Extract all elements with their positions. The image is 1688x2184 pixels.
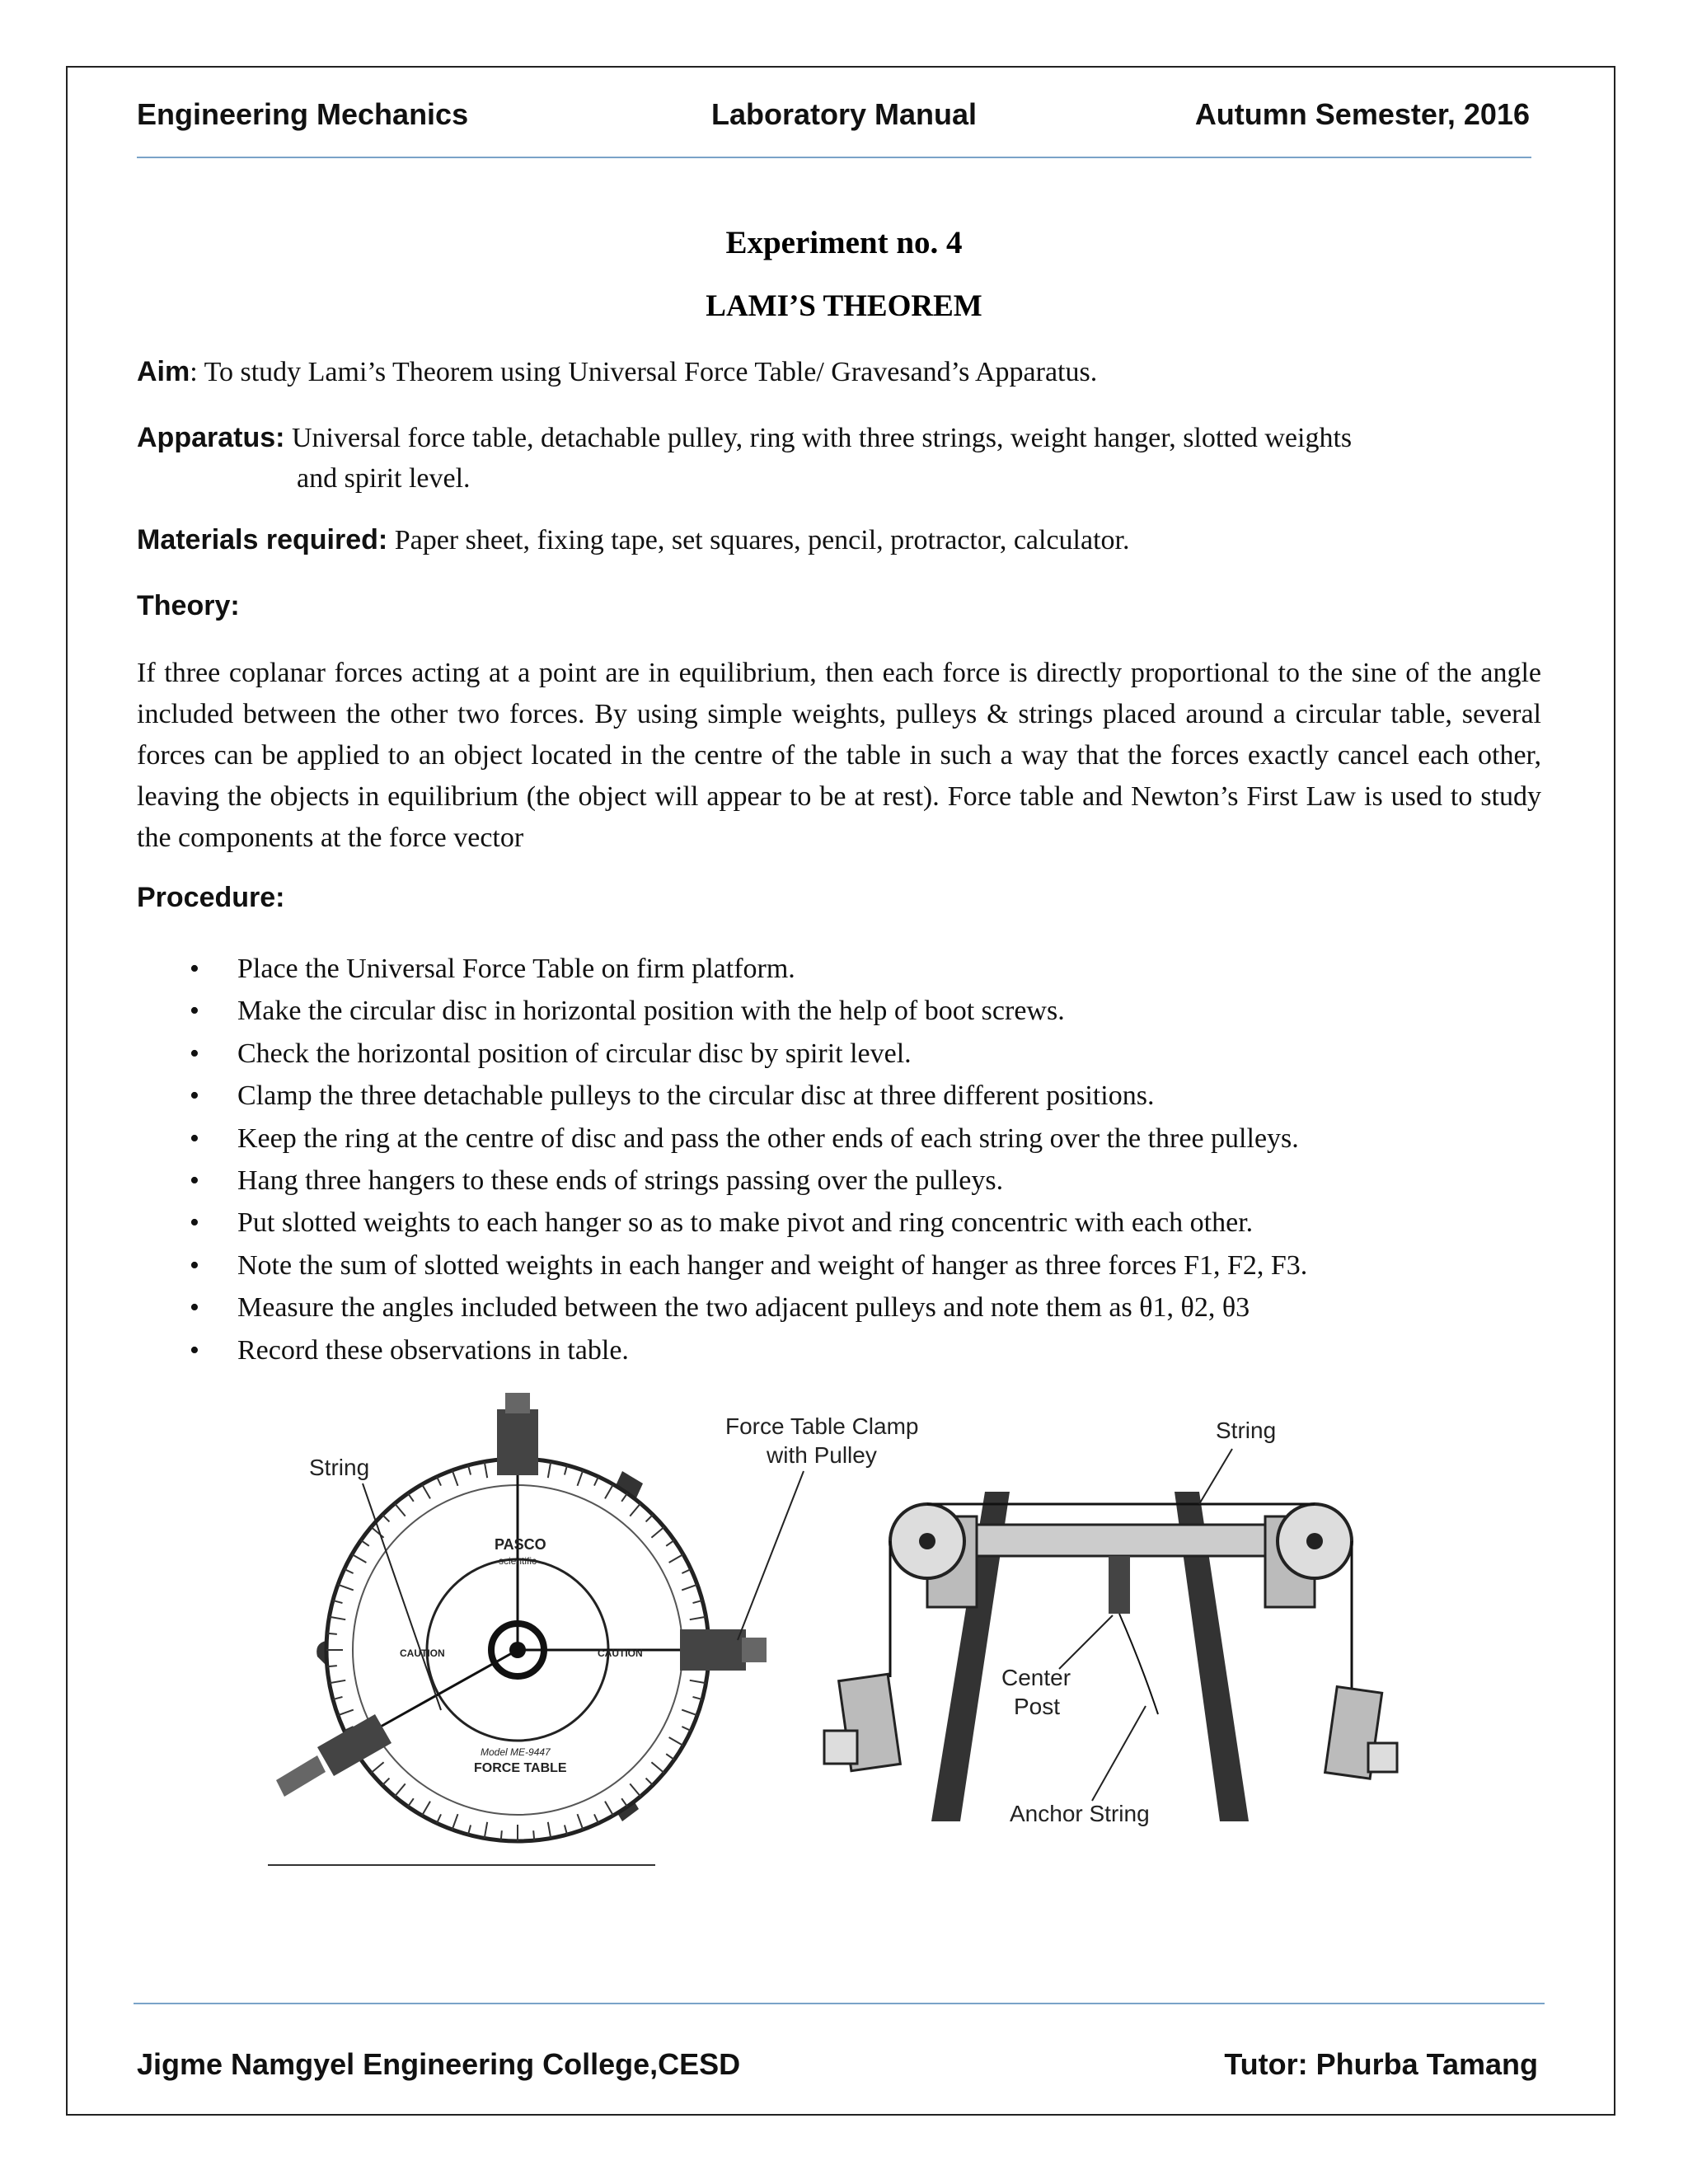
procedure-heading: Procedure: — [137, 882, 285, 913]
label-anchor-string: Anchor String — [1010, 1801, 1150, 1826]
side-center-post — [1109, 1556, 1130, 1614]
procedure-step-text: Keep the ring at the centre of disc and pass the other ends of each string over the three pulleys. — [237, 1122, 1299, 1154]
header-course: Engineering Mechanics — [137, 97, 469, 131]
procedure-step-text: Note the sum of slotted weights in each hanger and weight of hanger as three forces F1, F2, F3. — [237, 1249, 1308, 1281]
procedure-step — [190, 990, 1307, 1032]
force-table-top-view — [276, 1393, 767, 1841]
procedure-step — [190, 1286, 1307, 1329]
brand-pasco: PASCO — [495, 1536, 546, 1553]
materials-text: Paper sheet, fixing tape, set squares, pencil, protractor, calculator. — [394, 525, 1130, 555]
apparatus-text-line1: Universal force table, detachable pulley, ring with three strings, weight hanger, slotted weights — [291, 423, 1353, 453]
theory-paragraph: If three coplanar forces acting at a point are in equilibrium, then each force is directly proportional to the sine of the angle included between the other two forces. By using simple weights, pulleys & strings placed around a circular table, several forces can be applied to an object located in the centre of the table in such a way that the forces exactly cancel each other, leaving the objects in equilibrium (the object will appear to be at rest). Force table and Newton’s First Law is used to study the components at the force vector — [137, 658, 1541, 853]
materials-row — [137, 524, 1129, 556]
label-center-line2: Post — [1014, 1694, 1061, 1719]
procedure-step-text: Place the Universal Force Table on firm platform. — [237, 954, 795, 984]
procedure-step — [190, 1160, 1307, 1202]
degree-tick — [501, 1830, 502, 1840]
procedure-step-text: Clamp the three detachable pulleys to the circular disc at three different positions. — [237, 1080, 1155, 1112]
header-manual: Laboratory Manual — [711, 97, 978, 131]
theorem-title: LAMI’S THEOREM — [706, 289, 982, 323]
bullet-icon: • — [190, 1334, 199, 1366]
brand-scientific: scientific — [499, 1555, 537, 1567]
procedure-step-text: Put slotted weights to each hanger so as to make pivot and ring concentric with each other. — [237, 1207, 1254, 1239]
label-center-line1: Center — [1001, 1665, 1071, 1690]
force-table-side-view — [725, 1413, 1397, 1826]
procedure-step-text: Check the horizontal position of circular disc by spirit level. — [237, 1038, 912, 1069]
bullet-icon: • — [190, 1292, 199, 1324]
label-string-right: String — [1216, 1418, 1277, 1443]
procedure-step — [190, 1033, 1307, 1075]
theory-heading: Theory: — [137, 590, 240, 621]
footer-rule — [134, 2003, 1545, 2004]
caution-left: CAUTION — [400, 1647, 445, 1659]
header-rule — [137, 157, 1531, 158]
bullet-icon: • — [190, 954, 199, 984]
procedure-step-text: Record these observations in table. — [237, 1334, 629, 1366]
experiment-title: Experiment no. 4 — [725, 225, 963, 260]
procedure-step — [190, 1329, 1307, 1371]
pulley-clamp-top — [497, 1393, 538, 1475]
leader-anchor — [1092, 1706, 1146, 1801]
bullet-icon: • — [190, 1038, 199, 1069]
side-hanger-left — [824, 1674, 900, 1770]
bullet-icon: • — [190, 996, 199, 1027]
force-table-figure — [268, 1393, 1479, 1867]
bullet-icon: • — [190, 1080, 199, 1112]
procedure-step — [190, 1202, 1307, 1244]
procedure-step-text: Measure the angles included between the two adjacent pulleys and note them as θ1, θ2, θ3 — [237, 1292, 1250, 1324]
leader-string-right — [1199, 1449, 1232, 1504]
bullet-icon: • — [190, 1249, 199, 1281]
procedure-step — [190, 1118, 1307, 1160]
leader-center — [1059, 1615, 1113, 1669]
force-table-name: FORCE TABLE — [474, 1761, 567, 1775]
header-semester: Autumn Semester, 2016 — [1194, 97, 1530, 131]
label-string-left: String — [309, 1455, 370, 1480]
procedure-step — [190, 948, 1307, 990]
footer-college: Jigme Namgyel Engineering College,CESD — [137, 2047, 741, 2081]
aim-label: Aim — [137, 356, 190, 387]
degree-tick — [327, 1633, 337, 1634]
procedure-step — [190, 1244, 1307, 1286]
bullet-icon: • — [190, 1165, 199, 1197]
bullet-icon: • — [190, 1122, 199, 1154]
procedure-step-text: Make the circular disc in horizontal position with the help of boot screws. — [237, 996, 1065, 1027]
label-clamp-line1: Force Table Clamp — [725, 1413, 919, 1439]
pulley-clamp-right — [680, 1629, 767, 1671]
procedure-step — [190, 1075, 1307, 1117]
side-anchor-string — [1119, 1614, 1158, 1714]
materials-label: Materials required: — [137, 524, 388, 555]
footer-tutor: Tutor: Phurba Tamang — [1224, 2047, 1538, 2081]
side-table-top — [927, 1525, 1315, 1556]
label-clamp-line2: with Pulley — [767, 1442, 877, 1468]
aim-text: : To study Lami’s Theorem using Universal Force Table/ Gravesand’s Apparatus. — [190, 357, 1098, 387]
apparatus-text-line2: and spirit level. — [297, 463, 471, 494]
apparatus-label: Apparatus: — [137, 422, 285, 453]
aim-row — [137, 356, 1097, 388]
degree-tick — [533, 1830, 534, 1840]
side-hanger-right — [1325, 1687, 1397, 1779]
bullet-icon: • — [190, 1207, 199, 1239]
leader-clamp — [738, 1471, 804, 1640]
caution-right: CAUTION — [598, 1647, 643, 1659]
model-label: Model ME-9447 — [481, 1746, 551, 1758]
apparatus-row — [137, 422, 1352, 454]
procedure-step-text: Hang three hangers to these ends of strings passing over the pulleys. — [237, 1165, 1004, 1197]
procedure-list — [190, 948, 1307, 1371]
